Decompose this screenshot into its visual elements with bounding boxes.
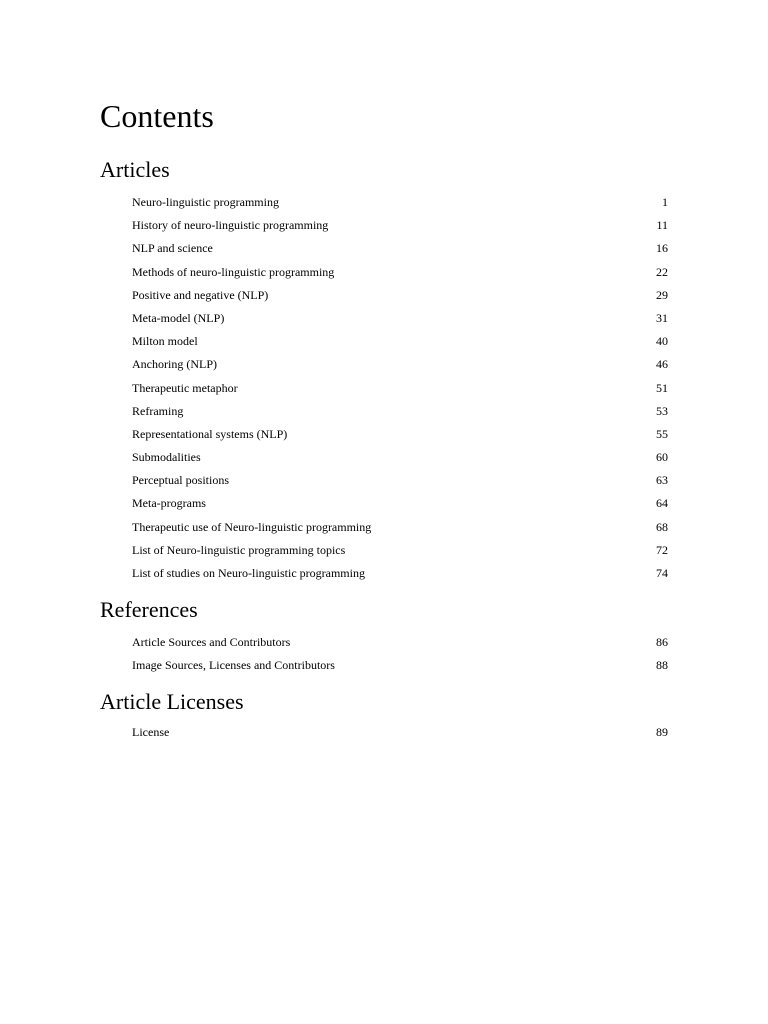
toc-entry[interactable]: [100, 264, 668, 287]
section-heading: Articles: [100, 157, 170, 182]
toc-entry[interactable]: [100, 495, 668, 518]
section-articles: [100, 156, 668, 588]
toc-entry-page-number[interactable]: 22: [656, 264, 668, 279]
toc-list: [100, 634, 668, 680]
toc-entry-page-number[interactable]: 29: [656, 287, 668, 302]
section-references: [100, 596, 668, 680]
toc-entry-title[interactable]: Milton model: [132, 334, 198, 349]
toc-entry-title[interactable]: Submodalities: [132, 450, 201, 465]
toc-entry-title[interactable]: Methods of neuro-linguistic programming: [132, 264, 335, 279]
toc-entry-title[interactable]: List of Neuro-linguistic programming topics: [132, 542, 346, 557]
section-heading: References: [100, 597, 198, 622]
toc-entry-page-number[interactable]: 68: [656, 519, 668, 534]
toc-entry-title[interactable]: Reframing: [132, 403, 184, 418]
toc-entry-page-number[interactable]: 40: [656, 334, 668, 349]
toc-entry-page-number[interactable]: 53: [656, 403, 668, 418]
toc-entry-title[interactable]: Meta-programs: [132, 496, 206, 511]
toc-entry-page-number[interactable]: 11: [656, 218, 668, 233]
toc-entry[interactable]: [100, 403, 668, 426]
toc-entry[interactable]: [100, 217, 668, 240]
toc-entry-page-number[interactable]: 86: [656, 635, 668, 649]
toc-entry[interactable]: [100, 565, 668, 588]
toc-entry-page-number[interactable]: 63: [656, 473, 668, 488]
toc-entry-page-number[interactable]: 89: [656, 725, 668, 739]
toc-entry[interactable]: [100, 194, 668, 217]
toc-entry[interactable]: [100, 634, 668, 657]
toc-entry-title[interactable]: Representational systems (NLP): [132, 426, 288, 441]
toc-entry-title[interactable]: Therapeutic metaphor: [132, 380, 238, 395]
toc-entry-page-number[interactable]: 74: [656, 566, 668, 580]
toc-entry-page-number[interactable]: 60: [656, 450, 668, 465]
toc-entry-page-number[interactable]: 31: [656, 310, 668, 325]
toc-entry[interactable]: [100, 356, 668, 379]
toc-entry[interactable]: [100, 472, 668, 495]
toc-entry-page-number[interactable]: 55: [656, 426, 668, 441]
toc-entry-page-number[interactable]: 72: [656, 542, 668, 557]
toc-entry-title[interactable]: Perceptual positions: [132, 473, 229, 488]
toc-entry-page-number[interactable]: 46: [656, 357, 668, 372]
toc-entry-title[interactable]: Image Sources, Licenses and Contributors: [132, 658, 335, 673]
toc-entry-title[interactable]: History of neuro-linguistic programming: [132, 218, 329, 233]
toc-entry[interactable]: [100, 449, 668, 472]
toc-entry[interactable]: [100, 724, 668, 747]
section-heading: Article Licenses: [100, 689, 244, 714]
toc-entry[interactable]: [100, 519, 668, 542]
toc-entry-title[interactable]: Neuro-linguistic programming: [132, 195, 279, 209]
page-title: Contents: [100, 98, 214, 134]
toc-entry-title[interactable]: Positive and negative (NLP): [132, 287, 269, 302]
toc-entry-page-number[interactable]: 64: [656, 496, 668, 511]
toc-entry[interactable]: [100, 657, 668, 680]
toc-entry-title[interactable]: Anchoring (NLP): [132, 357, 217, 372]
toc-entry[interactable]: [100, 287, 668, 310]
toc-entry-page-number[interactable]: 16: [656, 241, 668, 256]
toc-entry[interactable]: [100, 333, 668, 356]
toc-entry-title[interactable]: License: [132, 725, 170, 739]
toc-list: [100, 194, 668, 588]
toc-entry-page-number[interactable]: 88: [656, 658, 668, 673]
toc-entry[interactable]: [100, 380, 668, 403]
toc-entry-title[interactable]: Therapeutic use of Neuro-linguistic programming: [132, 519, 372, 534]
section-article-licenses: [100, 688, 668, 747]
toc-entry[interactable]: [100, 542, 668, 565]
toc-entry-page-number[interactable]: 1: [662, 195, 668, 209]
toc-entry[interactable]: [100, 426, 668, 449]
toc-entry-page-number[interactable]: 51: [656, 380, 668, 395]
toc-entry-title[interactable]: NLP and science: [132, 241, 213, 256]
toc-entry[interactable]: [100, 310, 668, 333]
toc-entry-title[interactable]: Meta-model (NLP): [132, 310, 225, 325]
toc-list: [100, 724, 668, 747]
toc-entry[interactable]: [100, 240, 668, 263]
toc-entry-title[interactable]: List of studies on Neuro-linguistic programming: [132, 566, 365, 580]
toc-entry-title[interactable]: Article Sources and Contributors: [132, 635, 291, 649]
